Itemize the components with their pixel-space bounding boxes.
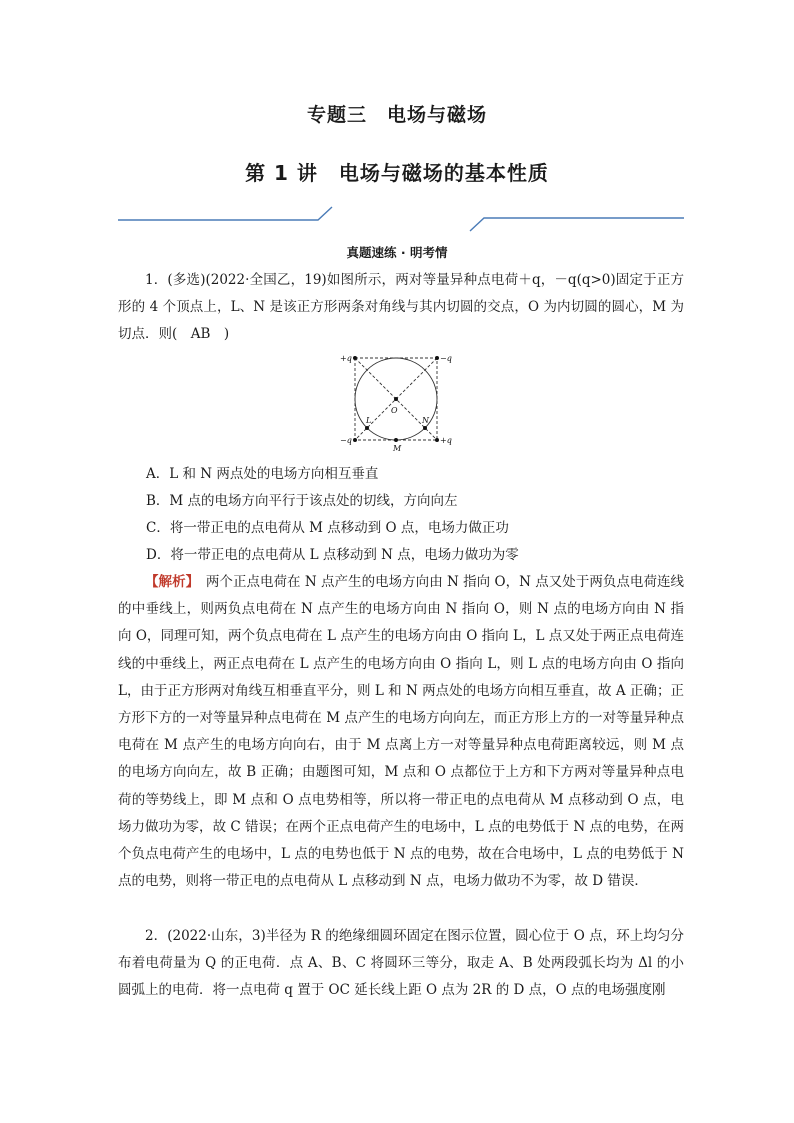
lecture-title: 第 1 讲 电场与磁场的基本性质 [245,161,549,185]
banner-left-line [118,207,332,220]
label-bottom-left: −q [340,436,352,445]
question-2-stem [118,923,684,1005]
charge-bottom-left [353,438,357,442]
charge-top-right [435,356,439,360]
option-d: D．将一带正电的点电荷从 L 点移动到 N 点，电场力做功为零 [146,547,519,563]
question-1-stem [118,267,684,349]
banner-right-line [470,218,684,231]
charge-square-figure [336,348,460,452]
analysis-text: 两个正点电荷在 N 点产生的电场方向由 N 指向 O，N 点又处于两负点电荷连线的中垂线上，则两负点电荷在 N 点产生的电场方向由 N 指向 O，则 N 点的电场方向由 N 指向 O，同理可知，两个负点电荷在 L 点产生的电场方向由 O 指向 L，L 点又处于两正点电荷连线的中垂线上，两正点电荷在 L 点产生的电场方向由 O 指向 L，则 L 点的电场方向由 O 指向 L，由于正方形两对角线互相垂直平分，则 L 和 N 两点处的电场方向相互垂直，故 A 正确；正方形下方的一对等量异种点电荷在 M 点产生的电场方向向左，而正方形上方的一对等量异种点电荷在 M 点产生的电场方向向右，由于 M 点离上方一对等量异种点电荷距离较远，则 M 点的电场方向向左，故 B 正确；由题图可知，M 点和 O 点都位于上方和下方两对等量异种点电荷的等势线上，即 M 点和 O 点电势相等，所以将一带正电的点电荷从 M 点移动到 O 点，电场力做功为零，故 C 错误；在两个正点电荷产生的电场中，L 点的电势低于 N 点的电势，在两个负点电荷产生的电场中，L 点的电势也低于 N 点的电势，故在合电场中，L 点的电势低于 N 点的电势，则将一带正电的点电荷从 L 点移动到 N 点，电场力做功不为零，故 D 错误． [118,574,684,890]
charge-bottom-right [435,438,439,442]
point-l [365,426,369,430]
point-n [423,426,427,430]
charge-top-left [353,356,357,360]
label-top-right: −q [440,354,452,363]
label-l: L [366,416,372,425]
option-b: B．M 点的电场方向平行于该点处的切线，方向向左 [146,493,458,509]
option-a: A．L 和 N 两点处的电场方向相互垂直 [146,466,379,482]
question-2-stem-text: 2．(2022·山东，3)半径为 R 的绝缘细圆环固定在图示位置，圆心位于 O 点，环上均匀分布着电荷量为 Q 的正电荷．点 A、B、C 将圆环三等分，取走 A、B 处两段弧长均为 Δl 的小圆弧上的电荷．将一点电荷 q 置于 OC 延长线上距 O 点为 2R 的 D 点，O 点的电场强度刚 [118,928,684,999]
point-m [394,438,398,442]
section-banner [118,203,684,233]
question-1-analysis [118,569,684,895]
topic-title: 专题三 电场与磁场 [306,104,487,126]
question-1-stem-text: 1．(多选)(2022·全国乙，19)如图所示，两对等量异种点电荷＋q，－q(q>0)固定于正方形的 4 个顶点上，L、N 是该正方形两条对角线与其内切圆的交点，O 为内切圆的圆心，M 为切点．则( AB ) [118,272,684,343]
section-label: 真题速练 · 明考情 [346,245,448,260]
point-o [394,397,398,401]
label-m: M [393,444,402,452]
label-n: N [422,416,429,425]
option-c: C．将一带正电的点电荷从 M 点移动到 O 点，电场力做正功 [146,520,509,536]
label-bottom-right: +q [440,436,452,445]
label-o: O [391,406,398,415]
label-top-left: +q [340,354,352,363]
analysis-tag: 【解析】 [145,574,193,590]
